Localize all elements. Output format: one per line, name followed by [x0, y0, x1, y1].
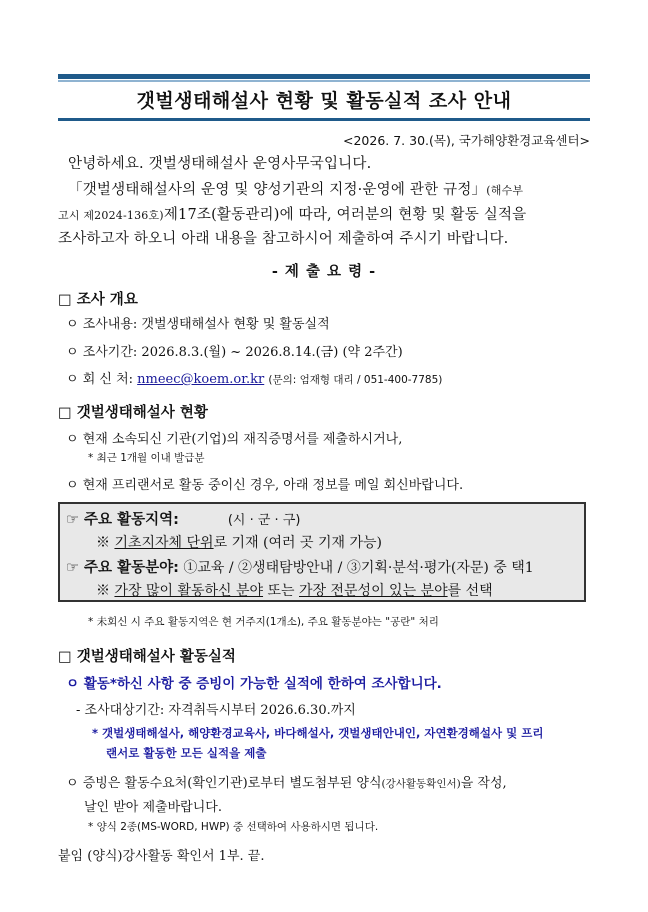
- activity-note-line1: * 갯벌생태해설사, 해양환경교육사, 바다해설사, 갯벌생태안내인, 자연환경해설사 및 프리: [92, 726, 544, 740]
- intro-line3: [58, 203, 526, 224]
- activity-period: - 조사대상기간: 자격취득시부터 2026.6.30.까지: [76, 703, 356, 718]
- document-title: 갯벌생태해설사 현황 및 활동실적 조사 안내: [136, 90, 512, 112]
- region-value: (시 · 군 · 구): [227, 513, 301, 528]
- intro-article: 제17조(활동관리)에 따라, 여러분의 현황 및 활동 실적을: [163, 207, 527, 223]
- activity-item-2-note: * 양식 2종(MS-WORD, HWP) 중 선택하여 사용하시면 됩니다.: [88, 821, 379, 833]
- field-label: ☞ 주요 활동분야:: [66, 560, 179, 576]
- status-item-2: ㅇ 현재 프리랜서로 활동 중이신 경우, 아래 정보를 메일 회신바랍니다.: [66, 478, 464, 493]
- freelancer-info-box: [58, 502, 586, 602]
- region-row: [66, 508, 300, 529]
- overview-reply: [66, 368, 442, 387]
- date-line: <2026. 7. 30.(목), 국가해양환경교육센터>: [342, 133, 590, 148]
- section-overview-heading: □ 조사 개요: [58, 292, 138, 308]
- overview-content: ㅇ 조사내용: 갯벌생태해설사 현황 및 활동실적: [66, 317, 330, 332]
- region-note: ※ 기초지자체 단위로 기재 (여러 곳 기재 가능): [96, 535, 382, 551]
- box-footnote: * 未회신 시 주요 활동지역은 현 거주지(1개소), 주요 활동분야는 "공란" 처리: [88, 616, 439, 628]
- overview-period: ㅇ 조사기간: 2026.8.3.(월) ~ 2026.8.14.(금) (약 2주간): [66, 345, 403, 360]
- field-note: ※ 가장 많이 활동하신 분야 또는 가장 전문성이 있는 분야를 선택: [96, 583, 493, 599]
- status-item-1: ㅇ 현재 소속되신 기관(기업)의 재직증명서를 제출하시거나,: [66, 432, 403, 447]
- title-bar-accent: [58, 80, 590, 82]
- field-note-underlined-1: 가장 많이 활동하신 분야: [114, 583, 264, 599]
- region-note-underlined: 기초지자체 단위: [114, 535, 214, 551]
- intro-regulation: 「갯벌생태해설사의 운영 및 양성기관의 지정·운영에 관한 규정」: [68, 182, 487, 198]
- reply-label: ㅇ 회 신 처:: [66, 372, 138, 387]
- section-status-heading: □ 갯벌생태해설사 현황: [58, 405, 208, 421]
- activity-note-line2: 랜서로 활동한 모든 실적을 제출: [106, 746, 267, 760]
- reply-contact: (문의: 엄재형 대리 / 051-400-7785): [268, 374, 443, 386]
- field-note-underlined-2: 가장 전문성이 있는 분야: [299, 583, 448, 599]
- region-label: ☞ 주요 활동지역:: [66, 512, 179, 528]
- intro-gazette-b: 고시 제2024-136호): [58, 209, 164, 222]
- field-row: [66, 556, 534, 577]
- activity-item-1: ㅇ 활동*하신 사항 중 증빙이 가능한 실적에 한하여 조사합니다.: [66, 676, 442, 692]
- field-value: ①교육 / ②생태탐방안내 / ③기획·분석·평가(자문) 중 택1: [183, 560, 534, 576]
- status-item-1-note: * 최근 1개월 이내 발급분: [88, 452, 205, 464]
- reply-email-link[interactable]: nmeec@koem.or.kr: [137, 372, 265, 387]
- intro-greeting: 안녕하세요. 갯벌생태해설사 운영사무국입니다.: [68, 156, 372, 172]
- intro-gazette-a: (해수부: [486, 184, 524, 197]
- intro-line2: [68, 178, 523, 199]
- submission-heading: - 제 출 요 령 -: [271, 264, 377, 280]
- section-activity-heading: □ 갯벌생태해설사 활동실적: [58, 649, 236, 665]
- intro-request: 조사하고자 하오니 아래 내용을 참고하시어 제출하여 주시기 바랍니다.: [58, 231, 509, 247]
- title-bar-top: [58, 74, 590, 79]
- attachment-line: 붙임 (양식)강사활동 확인서 1부. 끝.: [58, 849, 265, 864]
- activity-item-2-cont: 날인 받아 제출바랍니다.: [84, 800, 222, 815]
- activity-item-2: ㅇ 증빙은 활동수요처(확인기관)로부터 별도첨부된 양식(강사활동확인서)을 작성,: [66, 776, 507, 791]
- title-bar-bottom: [58, 118, 590, 121]
